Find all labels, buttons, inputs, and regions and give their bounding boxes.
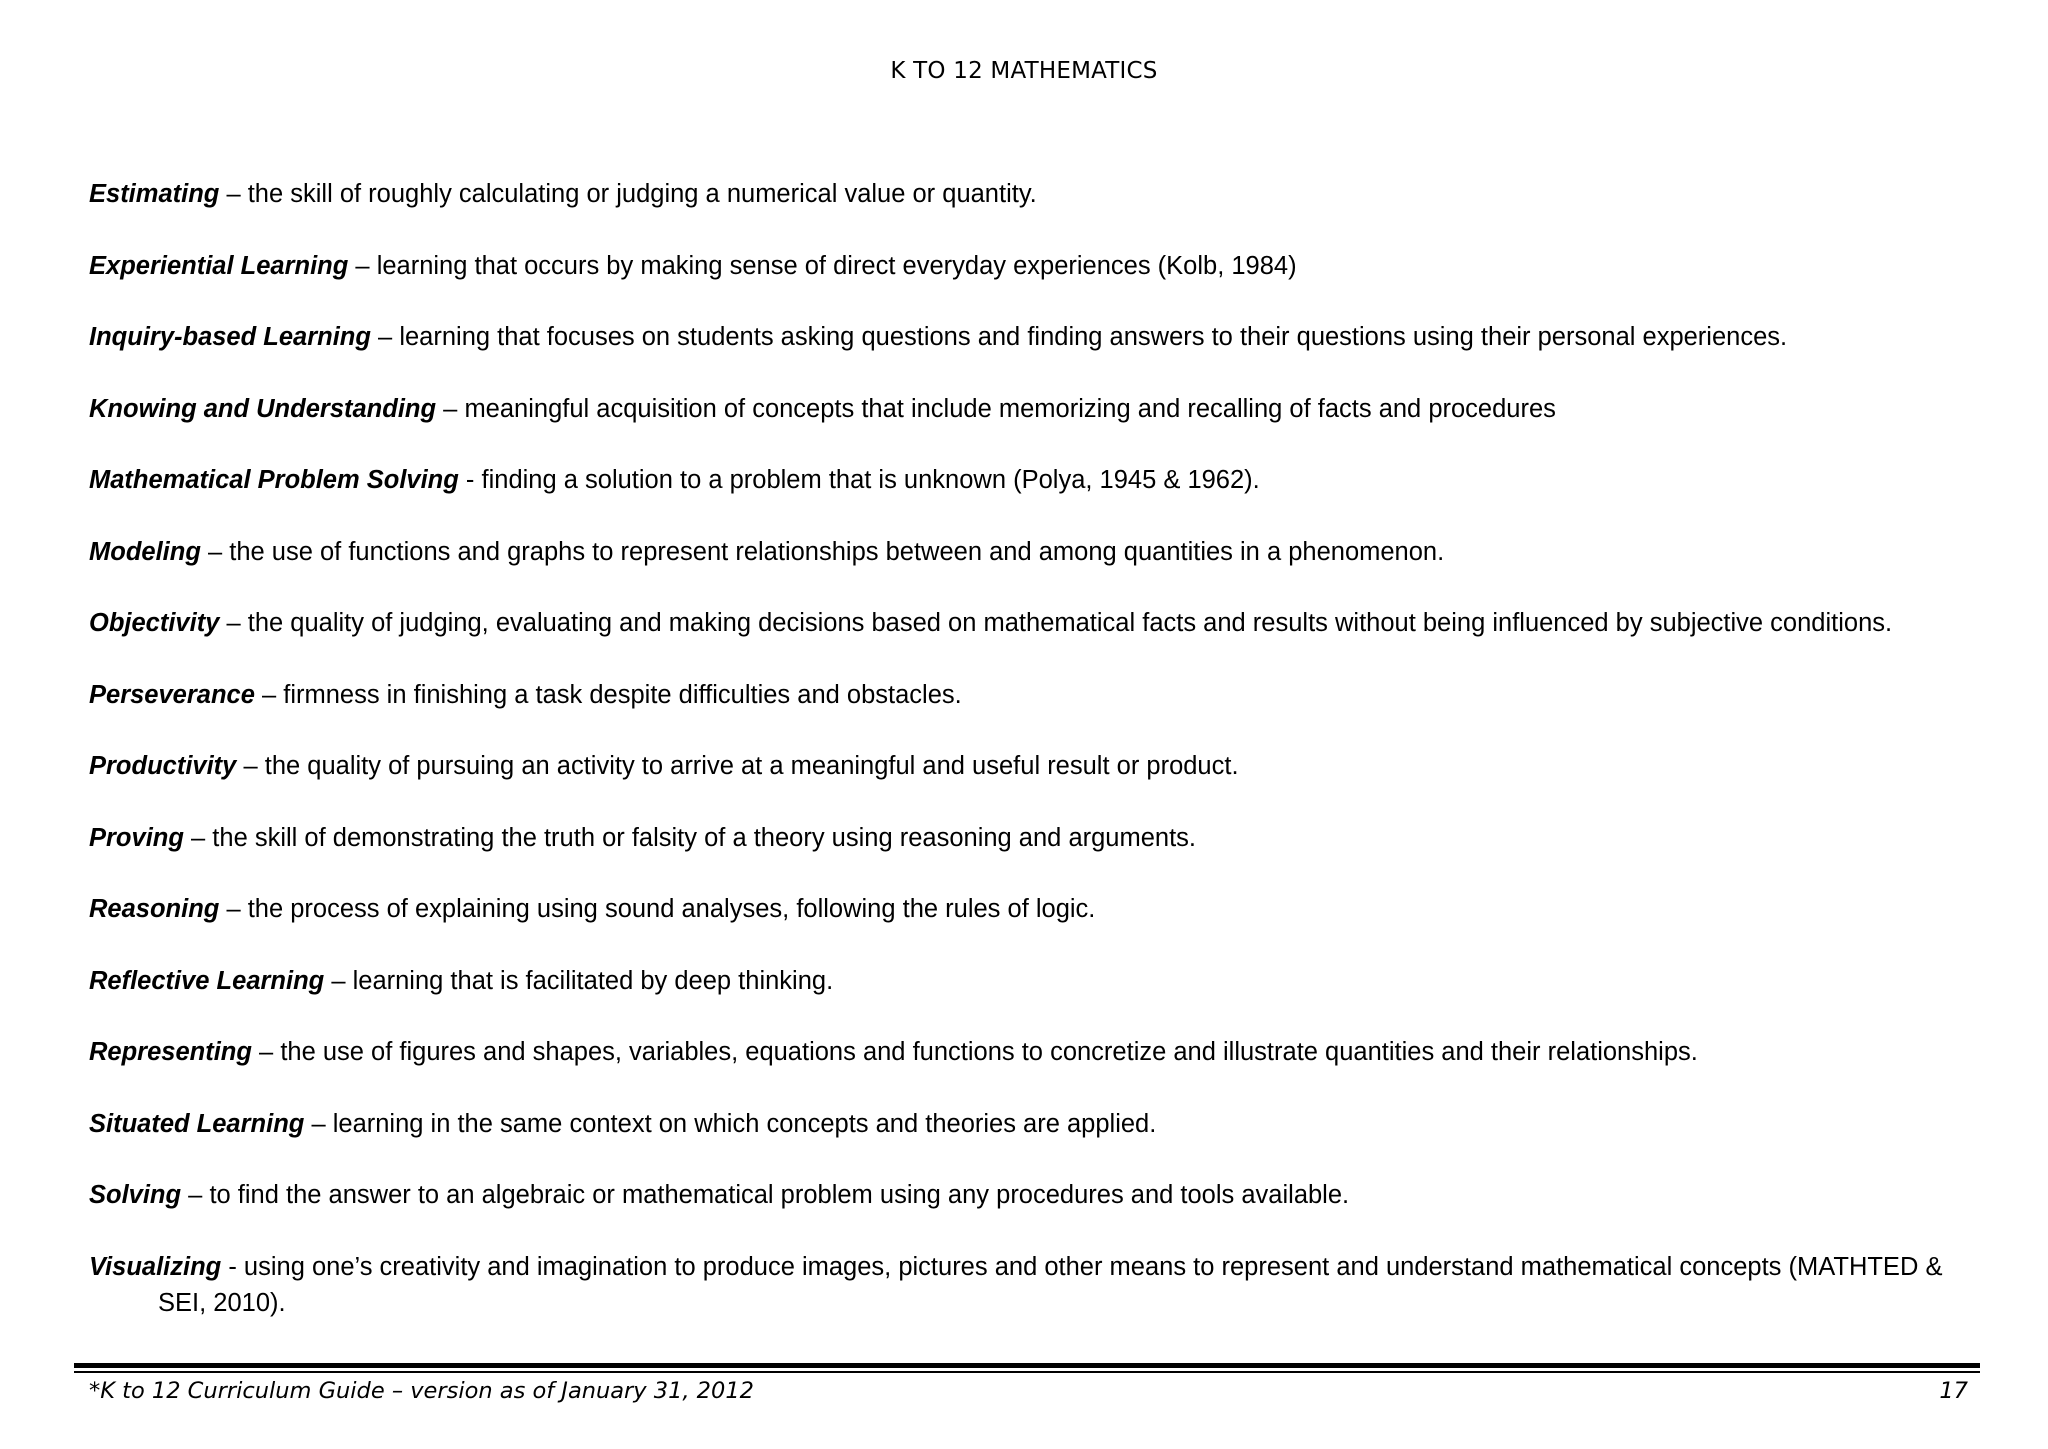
term-separator: -	[458, 466, 482, 494]
glossary-entry	[89, 391, 1969, 427]
term-separator: –	[200, 537, 230, 566]
glossary-entry	[89, 820, 1969, 856]
glossary-term: Visualizing	[89, 1252, 222, 1281]
glossary-term: Estimating	[89, 180, 220, 208]
glossary-entry	[89, 1249, 1969, 1321]
glossary-term: Knowing and Understanding	[89, 394, 437, 423]
glossary-term: Reasoning	[89, 895, 220, 923]
glossary-term: Representing	[89, 1038, 252, 1066]
glossary-entry	[89, 605, 1969, 641]
term-separator: -	[221, 1252, 244, 1281]
glossary-entry	[89, 891, 1969, 927]
glossary-definition: the process of explaining using sound analyses, following the rules of logic.	[247, 895, 1096, 923]
glossary-definition: learning that focuses on students asking questions and finding answers to their questions using their personal experiences.	[399, 323, 1788, 351]
term-separator: –	[219, 180, 248, 208]
glossary-definition: the use of functions and graphs to represent relationships between and among quantities in a phenomenon.	[229, 537, 1445, 566]
glossary-definition: to find the answer to an algebraic or mathematical problem using any procedures and tools available.	[209, 1181, 1350, 1209]
glossary-term: Experiential Learning	[89, 251, 349, 280]
glossary-term: Mathematical Problem Solving	[89, 466, 459, 494]
glossary-definition: meaningful acquisition of concepts that include memorizing and recalling of facts and procedures	[464, 394, 1556, 423]
glossary-entry	[89, 963, 1969, 999]
glossary-definition: learning in the same context on which concepts and theories are applied.	[332, 1109, 1157, 1138]
footer-divider-thick	[74, 1363, 1980, 1368]
glossary-term: Productivity	[89, 752, 237, 780]
glossary-definition: firmness in finishing a task despite difficulties and obstacles.	[283, 680, 962, 709]
glossary-entry	[89, 248, 1969, 284]
term-separator: –	[254, 680, 284, 709]
glossary-definition: the use of figures and shapes, variables, equations and functions to concretize and illustrate quantities and their relationships.	[280, 1038, 1698, 1066]
glossary-definition: the quality of judging, evaluating and making decisions based on mathematical facts and results without being influenced by subjective conditions.	[247, 609, 1893, 637]
term-separator: –	[324, 966, 353, 995]
glossary-term: Situated Learning	[89, 1109, 305, 1138]
glossary-term: Solving	[89, 1181, 182, 1209]
glossary-definition: the skill of demonstrating the truth or falsity of a theory using reasoning and arguments.	[212, 823, 1197, 852]
glossary-list	[89, 176, 1969, 1356]
glossary-term: Modeling	[89, 537, 201, 566]
glossary-entry	[89, 1034, 1969, 1070]
glossary-term: Inquiry-based Learning	[89, 323, 371, 351]
term-separator: –	[219, 609, 248, 637]
page-number: 17	[1939, 1378, 1968, 1404]
glossary-entry	[89, 462, 1969, 498]
term-separator: –	[304, 1109, 333, 1138]
glossary-definition: learning that occurs by making sense of direct everyday experiences (Kolb, 1984)	[376, 251, 1297, 280]
term-separator: –	[181, 1181, 210, 1209]
footer-divider-thin	[74, 1371, 1980, 1373]
term-separator: –	[219, 895, 248, 923]
glossary-term: Perseverance	[89, 680, 255, 709]
glossary-entry	[89, 176, 1969, 212]
glossary-term: Objectivity	[89, 609, 220, 637]
glossary-definition: the quality of pursuing an activity to arrive at a meaningful and useful result or product.	[264, 752, 1239, 780]
glossary-entry	[89, 534, 1969, 570]
glossary-entry	[89, 1106, 1969, 1142]
term-separator: –	[183, 823, 213, 852]
term-separator: –	[348, 251, 377, 280]
glossary-entry	[89, 1177, 1969, 1213]
term-separator: –	[436, 394, 465, 423]
glossary-term: Proving	[89, 823, 184, 852]
glossary-definition: the skill of roughly calculating or judging a numerical value or quantity.	[247, 180, 1037, 208]
glossary-definition: finding a solution to a problem that is unknown (Polya, 1945 & 1962).	[481, 466, 1260, 494]
glossary-entry	[89, 748, 1969, 784]
term-separator: –	[251, 1038, 281, 1066]
glossary-definition: learning that is facilitated by deep thinking.	[352, 966, 834, 995]
glossary-entry	[89, 319, 1969, 355]
glossary-entry	[89, 677, 1969, 713]
term-separator: –	[236, 752, 265, 780]
glossary-term: Reflective Learning	[89, 966, 325, 995]
term-separator: –	[370, 323, 400, 351]
footer-note: *K to 12 Curriculum Guide – version as of January 31, 2012	[89, 1378, 754, 1404]
page-header-title: K TO 12 MATHEMATICS	[890, 58, 1158, 84]
glossary-definition: using one’s creativity and imagination to produce images, pictures and other means to represent and understand mathematical concepts (MATHTED & SEI, 2010).	[158, 1252, 1943, 1317]
